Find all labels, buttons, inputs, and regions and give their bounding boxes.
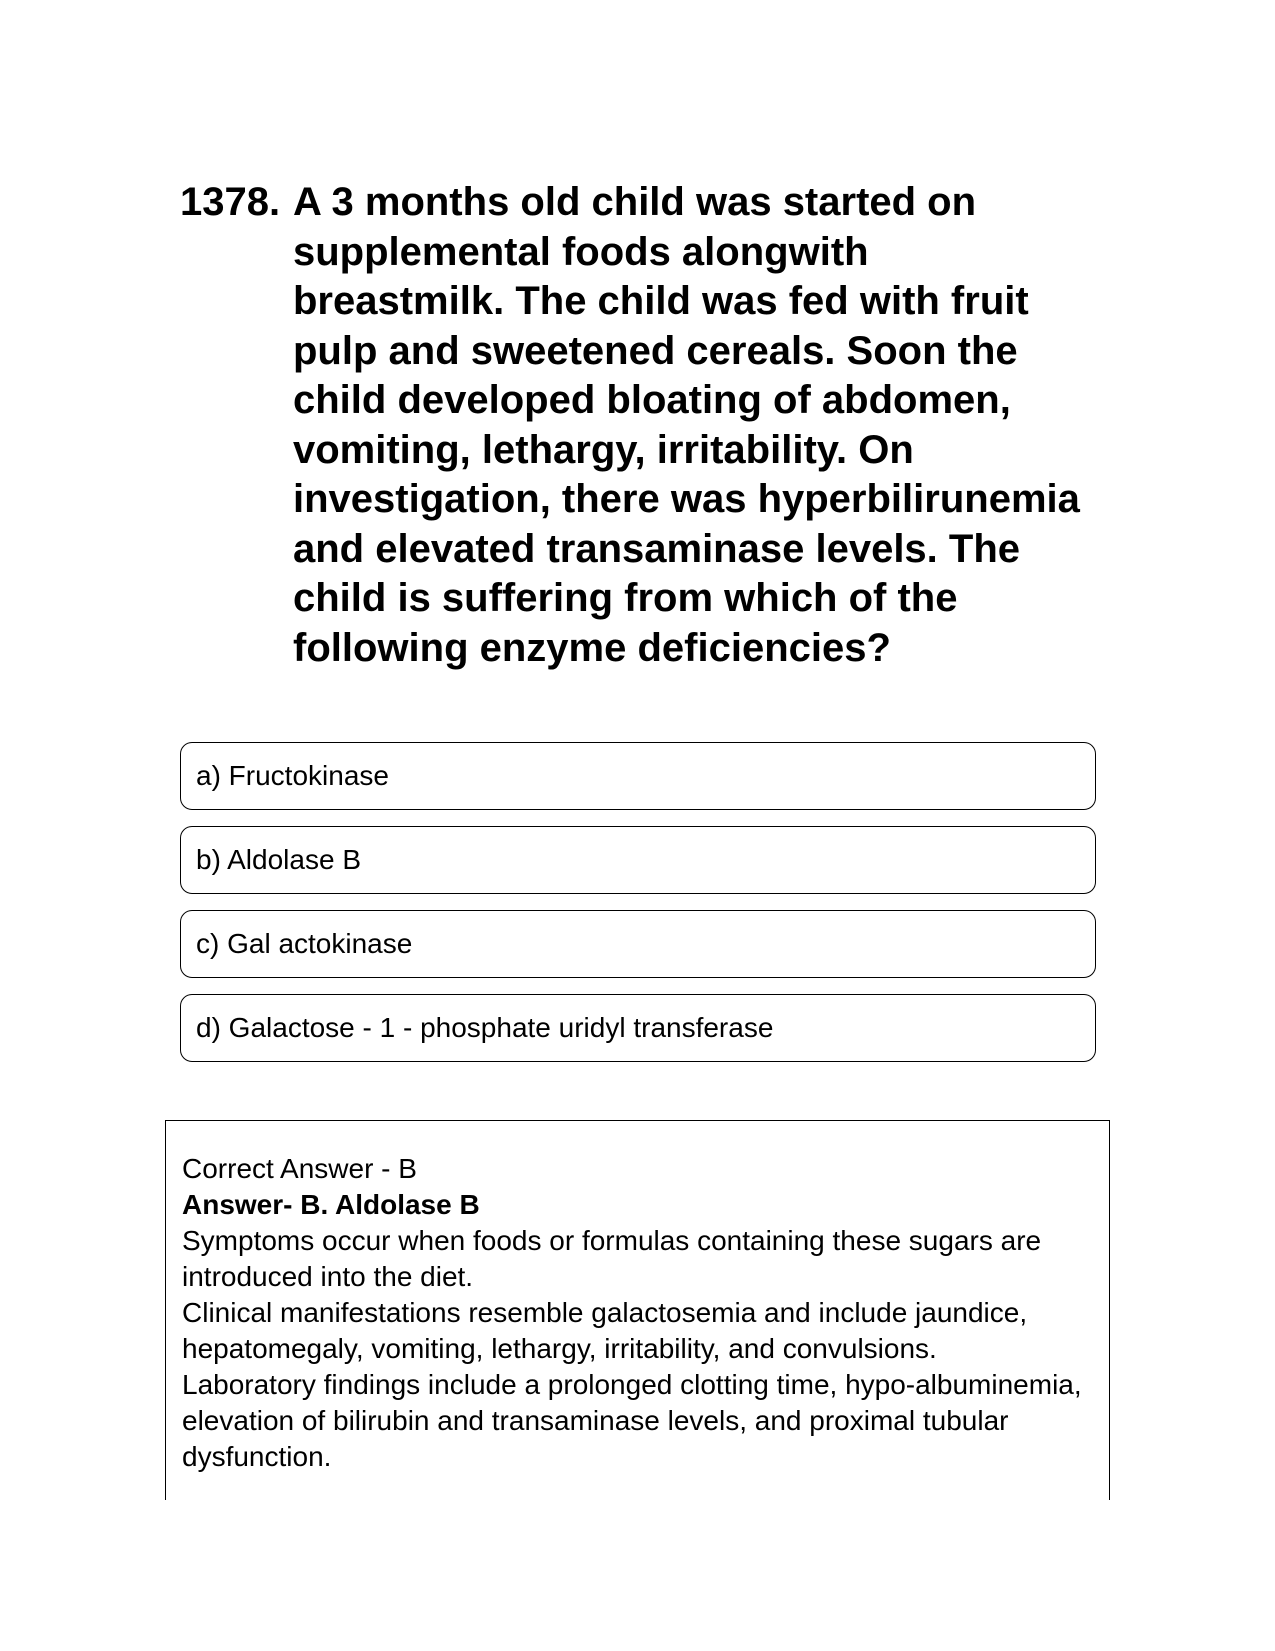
explanation-paragraph: Symptoms occur when foods or formulas containing these sugars are introduced into the diet. xyxy=(182,1225,1042,1292)
options-list xyxy=(180,742,1096,1078)
option-a[interactable]: a) Fructokinase xyxy=(180,742,1096,810)
question-text: A 3 months old child was started on supplemental foods alongwith breastmilk. The child was fed with fruit pulp and sweetened cereals. Soon the child developed bloating of abdomen, vomiting, lethargy, irritability. On investigation, there was hyperbilirunemia and elevated transaminase levels. The child is suffering from which of the following enzyme deficiencies? xyxy=(293,180,1080,670)
option-b[interactable]: b) Aldolase B xyxy=(180,826,1096,894)
option-c[interactable]: c) Gal actokinase xyxy=(180,910,1096,978)
explanation-paragraph: Clinical manifestations resemble galactosemia and include jaundice, hepatomegaly, vomiting, lethargy, irritability, and convulsions. xyxy=(182,1297,1028,1364)
answer-explanation-box xyxy=(165,1120,1110,1500)
question xyxy=(180,178,1080,673)
explanation-paragraph: Laboratory findings include a prolonged clotting time, hypo-albuminemia, elevation of bilirubin and transaminase levels, and proximal tubular dysfunction. xyxy=(182,1369,1082,1472)
question-number: 1378. xyxy=(180,180,281,224)
option-d[interactable]: d) Galactose - 1 - phosphate uridyl transferase xyxy=(180,994,1096,1062)
answer-heading: Answer- B. Aldolase B xyxy=(182,1189,480,1220)
correct-answer: Correct Answer - B xyxy=(182,1153,417,1184)
